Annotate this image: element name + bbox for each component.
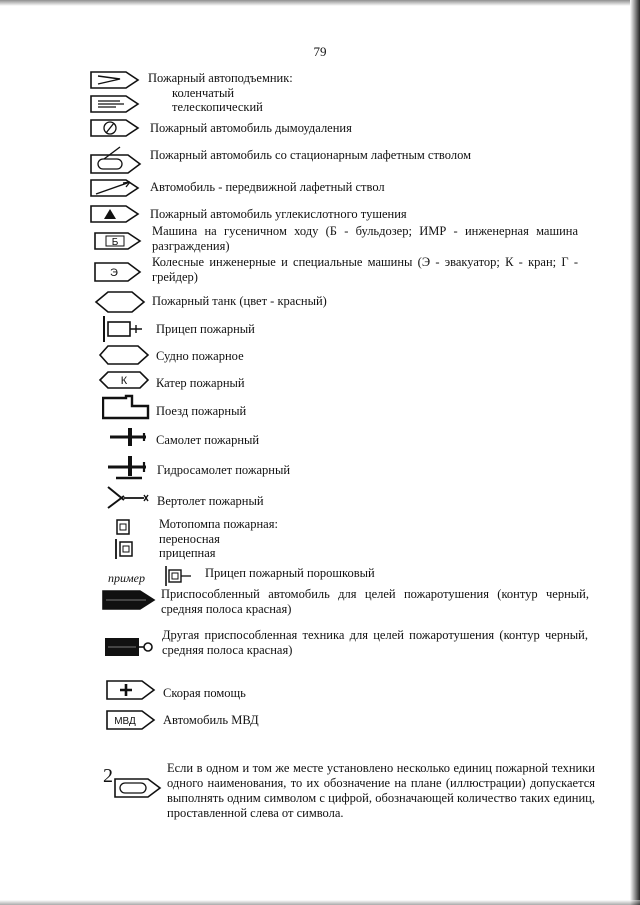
monitor-truck-label: Пожарный автомобиль со стационарным лафетным стволом [150,148,471,162]
powder-trailer-label: Прицеп пожарный порошковый [205,566,375,580]
aerial-articulated-icon [90,70,140,90]
fire-boat-letter: К [120,375,128,387]
wheeled-machine-label: Колесные инженерные и специальные машины (Э - эвакуатор; К - кран; Г - грейдер) [152,255,578,284]
motopump-trailed-icon [114,538,138,560]
tracked-vehicle-letter: Б [111,237,119,248]
fire-trailer-label: Прицеп пожарный [156,322,255,336]
fire-helicopter-label: Вертолет пожарный [157,494,264,508]
motopump-title: Мотопомпа пожарная: [159,517,278,531]
smoke-removal-icon [90,118,140,138]
fire-boat-label: Катер пожарный [156,376,245,390]
fire-train-icon [102,394,152,420]
count-note-text: Если в одном и том же месте установлено несколько единиц пожарной техники одного наименования, то их обозначение на плане (иллюстрации) допускается выполнять одним символом с цифрой, обозначающей количество таких единиц, проставленной слева от символа. [167,761,595,820]
co2-truck-label: Пожарный автомобиль углекислотного тушения [150,207,407,221]
ambulance-label: Скорая помощь [163,686,246,700]
mobile-monitor-icon [90,178,140,198]
aerial-telescopic-label: телескопический [172,100,263,114]
tracked-vehicle-icon [94,231,142,251]
mvd-vehicle-text: МВД [114,716,136,727]
tracked-vehicle-label: Машина на гусеничном ходу (Б - бульдозер; ИМР - инженерная машина разграждения) [152,224,578,253]
example-label: пример [108,571,145,585]
fire-seaplane-icon [106,454,152,484]
powder-trailer-icon [164,565,194,587]
smoke-removal-label: Пожарный автомобиль дымоудаления [150,121,352,135]
fire-plane-icon [108,426,152,448]
aerial-telescopic-icon [90,94,140,114]
count-example-icon [114,777,162,799]
adapted-other-icon [104,636,154,658]
fire-tank-label: Пожарный танк (цвет - красный) [152,294,327,308]
adapted-other-label: Другая приспособленная техника для целей пожаротушения (контур черный, средняя полоса красная) [162,628,588,657]
aerial-title: Пожарный автоподъемник: [148,71,293,85]
adapted-vehicle-icon [102,589,156,611]
scan-edge-right [630,0,640,905]
adapted-vehicle-label: Приспособленный автомобиль для целей пожаротушения (контур черный, средняя полоса красная) [161,587,589,616]
ambulance-icon [106,680,156,700]
fire-ship-icon [98,344,150,366]
scan-edge-top [0,0,640,6]
fire-train-label: Поезд пожарный [156,404,247,418]
count-number: 2 [103,765,113,787]
fire-seaplane-label: Гидросамолет пожарный [157,463,291,477]
motopump-portable-icon [114,518,138,536]
mobile-monitor-label: Автомобиль - передвижной лафетный ствол [150,180,385,194]
fire-tank-icon [94,290,146,314]
motopump-trailed-label: прицепная [159,546,216,560]
scan-edge-bottom [0,900,640,905]
wheeled-machine-icon [94,261,142,283]
motopump-portable-label: переносная [159,532,220,546]
fire-trailer-icon [102,315,150,343]
fire-boat-icon [98,370,150,390]
mvd-vehicle-icon [106,710,156,730]
fire-plane-label: Самолет пожарный [156,433,260,447]
aerial-articulated-label: коленчатый [172,86,235,100]
co2-truck-icon [90,204,140,224]
wheeled-machine-letter: Э [110,267,118,279]
mvd-vehicle-label: Автомобиль МВД [163,713,259,727]
monitor-truck-icon [90,145,142,175]
fire-ship-label: Судно пожарное [156,349,244,363]
fire-helicopter-icon [104,484,152,510]
page-number: 79 [313,44,327,59]
